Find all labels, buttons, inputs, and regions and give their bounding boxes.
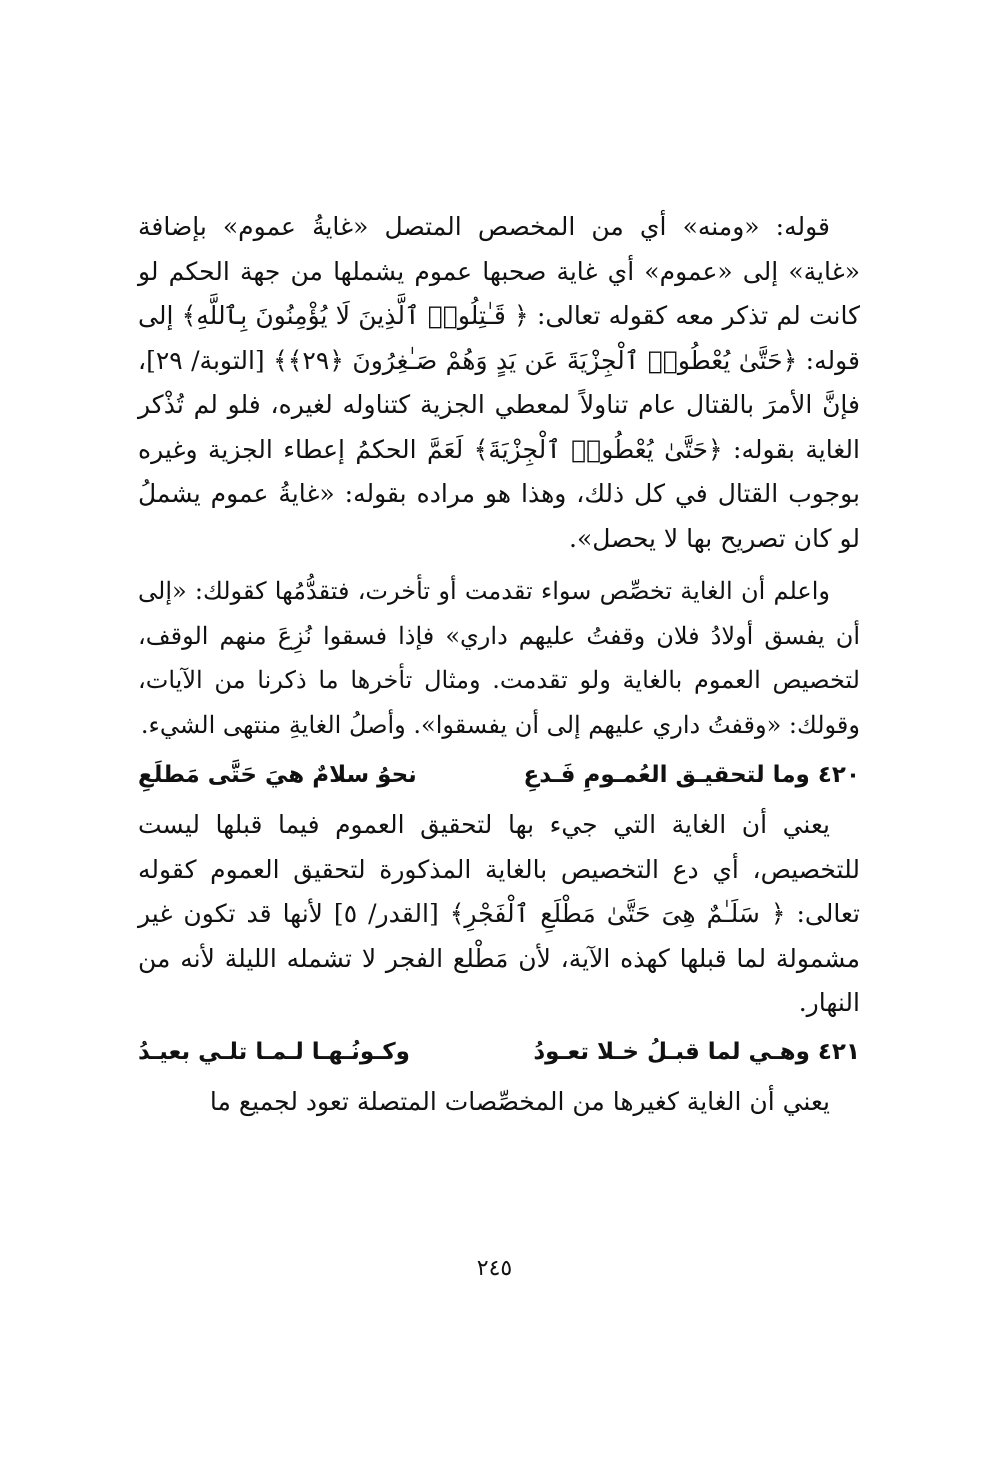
verse-420-first-hemistich: ٤٢٠ وما لتحقيـق العُمـومِ فَـدعِ bbox=[523, 762, 860, 788]
verse-420 bbox=[138, 753, 860, 797]
commentary-paragraph-2 bbox=[138, 569, 860, 747]
commentary-paragraph-3 bbox=[138, 803, 860, 1026]
commentary-paragraph-4 bbox=[138, 1080, 860, 1125]
verse-421 bbox=[138, 1030, 860, 1074]
verse-421-second-hemistich: وكـونُـهـا لـمـا تلـي بعيـدُ bbox=[138, 1038, 410, 1065]
verse-420-second-hemistich: نحوُ سلامٌ هيَ حَتَّى مَطلَعِ bbox=[138, 762, 417, 788]
verse-421-first-hemistich: ٤٢١ وهـي لما قبـلُ خـلا تعـودُ bbox=[533, 1038, 860, 1065]
commentary-text-2: واعلم أن الغاية تخصِّص سواء تقدمت أو تأخرت، فتقدُّمُها كقولك: «إلى أن يفسق أولادُ فلان وقفتُ عليهم داري» فإذا فسقوا نُزِعَ منهم الوقف، لتخصيص العموم بالغاية ولو تقدمت. ومثال تأخرها ما ذكرنا من الآيات، وقولك: «وقفتُ داري عليهم إلى أن يفسقوا». وأصلُ الغايةِ منتهى الشيء. bbox=[138, 577, 860, 739]
page-body bbox=[138, 205, 860, 1124]
page-number: ٢٤٥ bbox=[476, 1256, 513, 1281]
commentary-text-3: يعني أن الغاية التي جيء بها لتحقيق العموم فيما قبلها ليست للتخصيص، أي دع التخصيص بالغاية المذكورة لتحقيق العموم كقوله تعالى: ﴿ سَلَـٰمٌ هِىَ حَتَّىٰ مَطْلَعِ ٱلْفَجْرِ﴾ [القدر/ ٥] لأنها قد تكون غير مشمولة لما قبلها كهذه الآية، لأن مَطْلع الفجر لا تشمله الليلة لأنه من النهار. bbox=[138, 810, 860, 1017]
commentary-paragraph-1 bbox=[138, 205, 860, 561]
commentary-text-4: يعني أن الغاية كغيرها من المخصِّصات المتصلة تعود لجميع ما bbox=[209, 1086, 830, 1116]
commentary-text-1: قوله: «ومنه» أي من المخصص المتصل «غايةُ عموم» بإضافة «غاية» إلى «عموم» أي غاية صحبها عموم يشملها من جهة الحكم لو كانت لم تذكر معه كقوله تعالى: ﴿ قَـٰتِلُوا۟ ٱلَّذِينَ لَا يُؤْمِنُونَ بِٱللَّهِ﴾ إلى قوله: ﴿حَتَّىٰ يُعْطُوا۟ ٱلْجِزْيَةَ عَن يَدٍ وَهُمْ صَـٰغِرُونَ ﴿٢٩﴾﴾ [التوبة/ ٢٩]، فإنَّ الأمرَ بالقتال عام تناولاً لمعطي الجزية كتناوله لغيره، فلو لم تُذْكر الغاية بقوله: ﴿حَتَّىٰ يُعْطُوا۟ ٱلْجِزْيَةَ﴾ لَعَمَّ الحكمُ إعطاء الجزية وغيره بوجوب القتال في كل ذلك، وهذا هو مراده بقوله: «غايةُ عموم يشملُ لو كان تصريح بها لا يحصل». bbox=[138, 212, 860, 553]
